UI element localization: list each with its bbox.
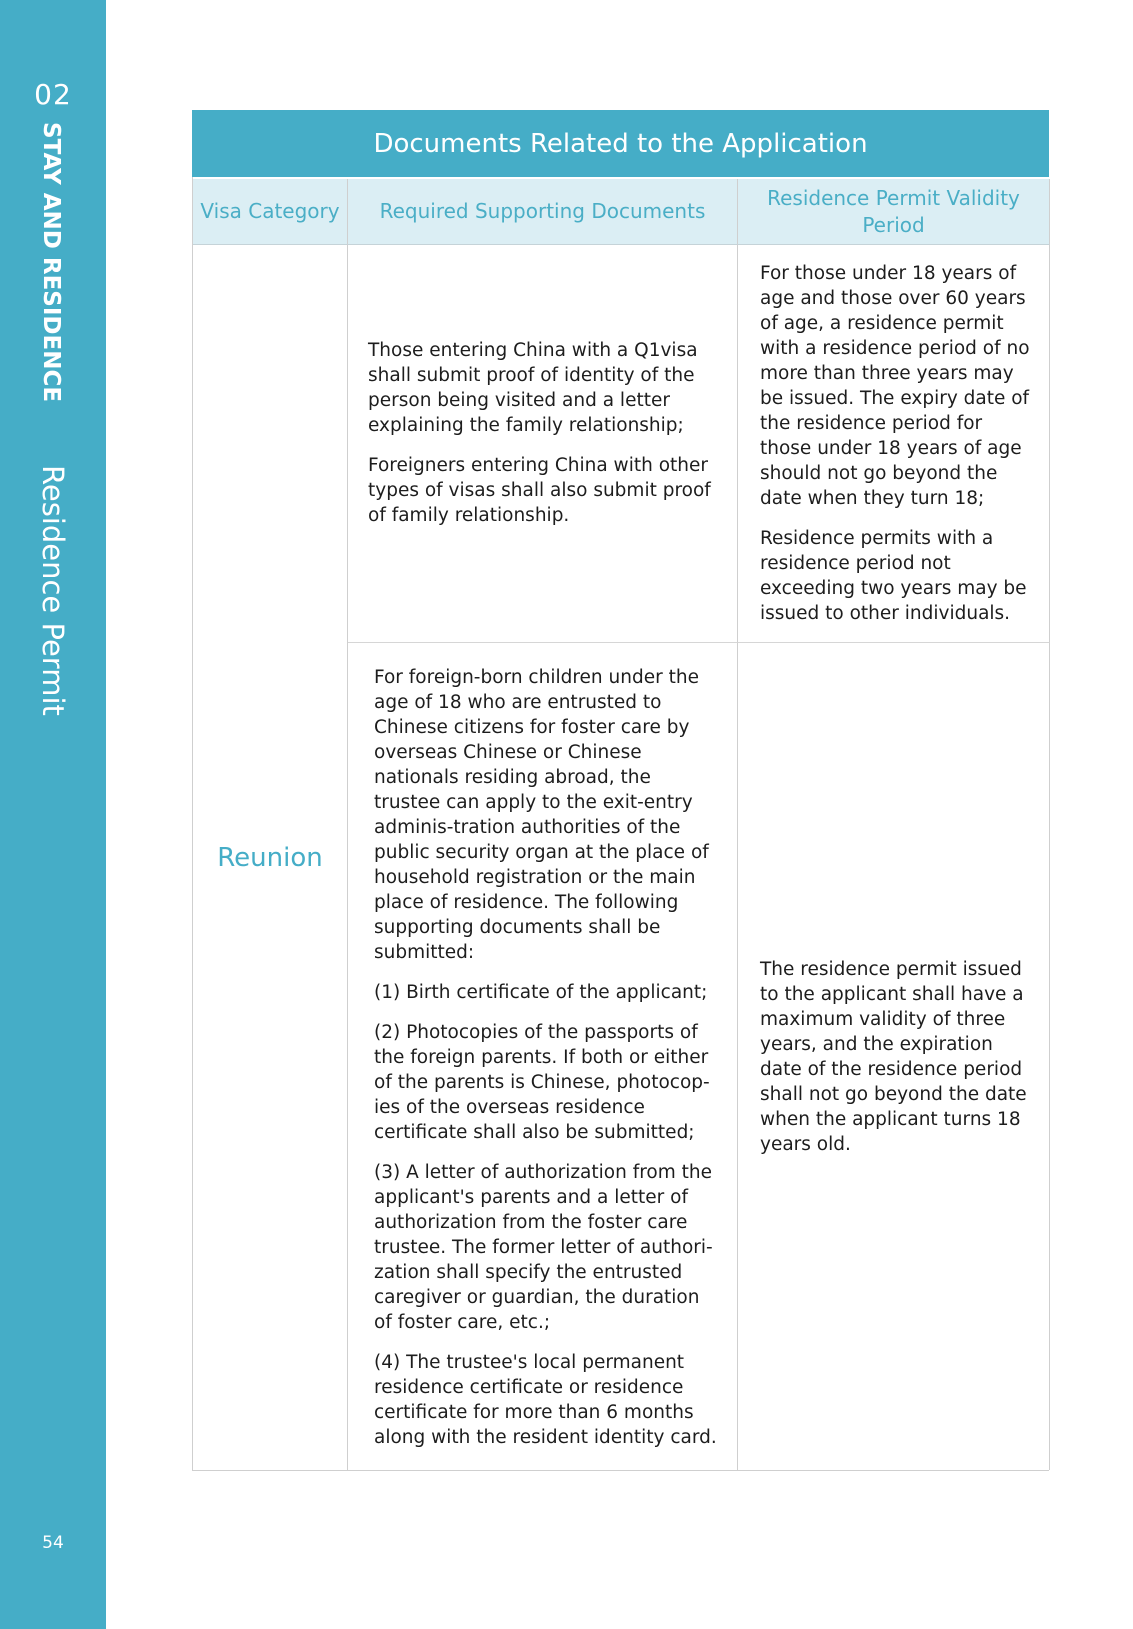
header-validity-period: Residence Permit Validity Period [738,179,1050,245]
documents-cell [348,245,738,643]
table-title: Documents Related to the Application [192,110,1049,177]
paragraph: The residence permit issued to the applicant shall have a maximum validity of three years, and the expiration date of the residence period shall not go beyond the date when the applicant turns 18 years old. [760,958,1027,1155]
list-item: (3) A letter of authorization from the applicant's parents and a letter of authorization from the foster care trustee. The former letter of authori-zation shall specify the entrusted caregiver or guardian, the duration of foster care, etc.; [374,1162,713,1333]
section-title: STAY AND RESIDENCE [38,122,64,403]
paragraph: Foreigners entering China with other types of visas shall also submit proof of family relationship. [368,454,711,526]
paragraph: Those entering China with a Q1visa shall submit proof of identity of the person being visited and a letter explaining the family relationship; [368,339,698,436]
page-number: 54 [42,1533,64,1553]
validity-cell [738,643,1050,1470]
header-visa-category: Visa Category [193,179,348,245]
header-required-documents: Required Supporting Documents [348,179,738,245]
visa-category-cell: Reunion [193,245,348,1470]
table-grid [192,177,1049,1471]
list-item: (4) The trustee's local permanent residence certificate or residence certificate for more than 6 months along with the resident identity card. [374,1352,717,1448]
chapter-number: 02 [34,78,72,111]
chapter-sidebar [0,0,106,1629]
paragraph: For those under 18 years of age and those over 60 years of age, a residence permit with a residence period of no more than three years may be issued. The expiry date of the residence period for those under 18 years of age should not go beyond the date when they turn 18; [760,263,1030,509]
paragraph: Residence permits with a residence period not exceeding two years may be issued to other individuals. [760,528,1027,624]
paragraph: For foreign-born children under the age of 18 who are entrusted to Chinese citizens for foster care by overseas Chinese or Chinese nationals residing abroad, the trustee can apply to the exit-entry adminis-tration authorities of the public security organ at the place of household registration or the main place of residence. The following supporting documents shall be submitted: [374,667,709,963]
list-item: (1) Birth certificate of the applicant; [374,982,708,1003]
documents-table [192,110,1049,1471]
validity-cell [738,245,1050,643]
section-subtitle: Residence Permit [36,465,70,716]
list-item: (2) Photocopies of the passports of the foreign parents. If both or either of the parents is Chinese, photocop-ies of the overseas residence certificate shall also be submitted; [374,1022,710,1143]
documents-cell [348,643,738,1470]
